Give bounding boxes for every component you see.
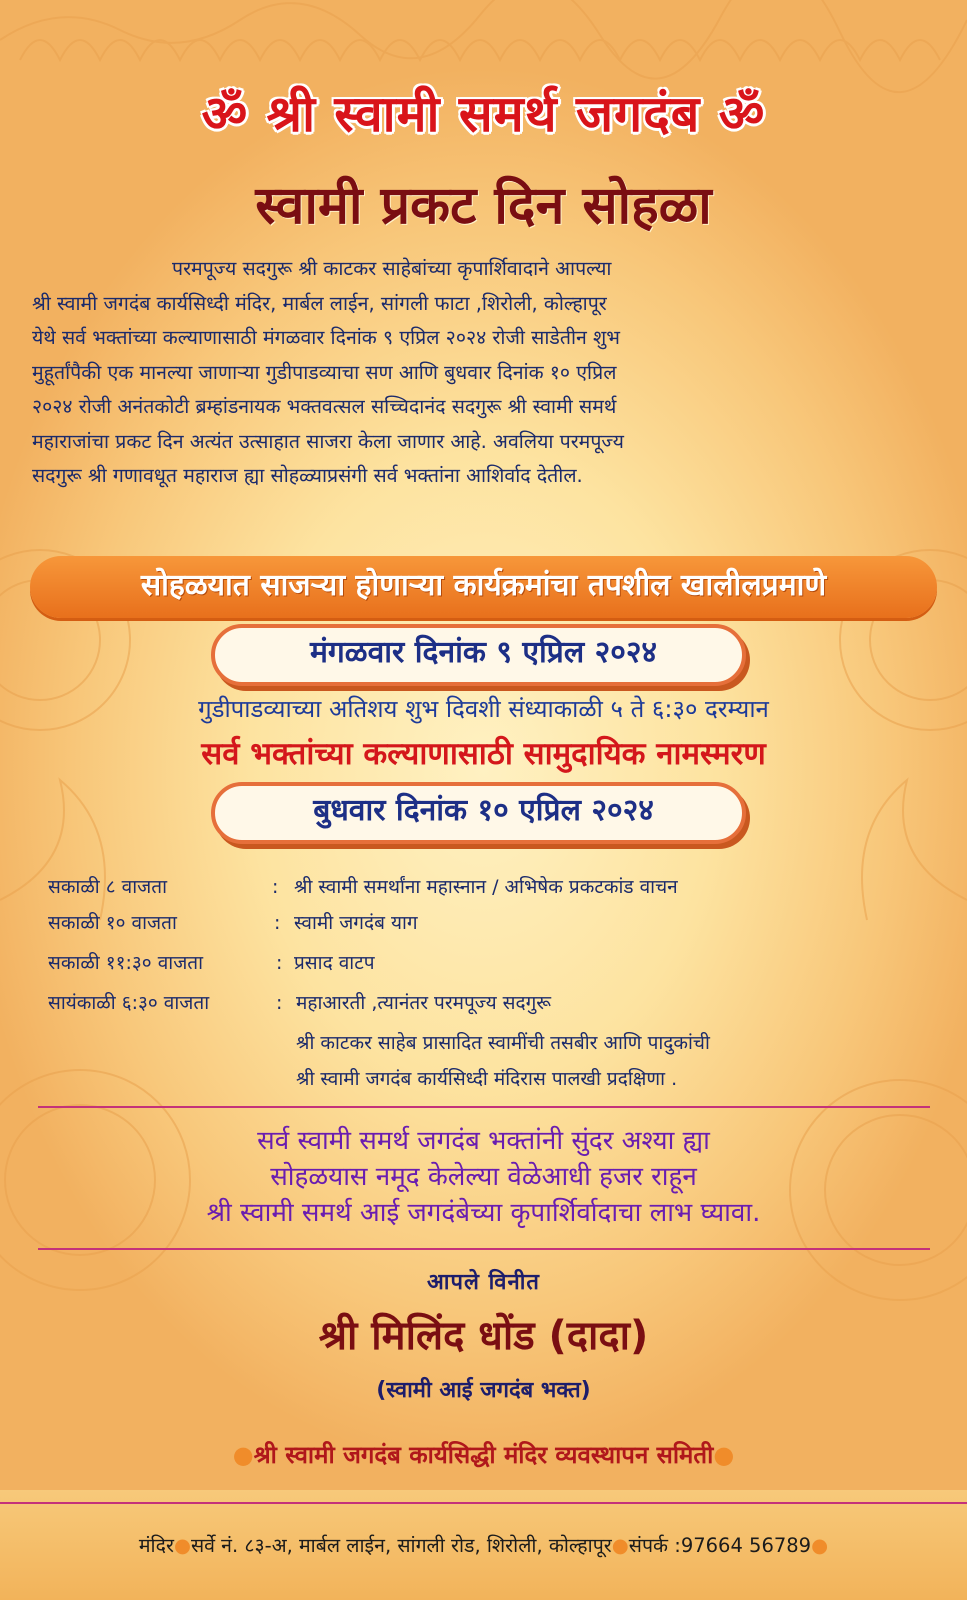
- schedule-colon: :: [272, 876, 279, 898]
- divider: [38, 1248, 930, 1250]
- signature-from: आपले विनीत: [427, 1270, 540, 1295]
- appeal-line: सोहळयास नमूद केलेल्या वेळेआधी हजर राहून: [270, 1162, 697, 1192]
- schedule-time: सकाळी ८ वाजता: [48, 876, 168, 898]
- intro-line: येथे सर्व भक्तांच्या कल्याणासाठी मंगळवार दिनांक ९ एप्रिल २०२४ रोजी साडेतीन शुभ: [32, 326, 620, 349]
- phone-number: 97664 56789: [680, 1534, 812, 1557]
- signature-name: श्री मिलिंद धोंड (दादा): [318, 1313, 649, 1359]
- schedule-colon: :: [276, 952, 283, 974]
- appeal-line: सर्व स्वामी समर्थ जगदंब भक्तांनी सुंदर अश्या ह्या: [257, 1126, 710, 1156]
- intro-line: २०२४ रोजी अनंतकोटी ब्रम्हांडनायक भक्तवत्सल सच्चिदानंद सदगुरू श्री स्वामी समर्थ: [32, 395, 617, 418]
- schedule-desc: महाआरती ,त्यानंतर परमपूज्य सदगुरू: [296, 992, 552, 1014]
- appeal-line: श्री स्वामी समर्थ आई जगदंबेच्या कृपार्शिर्वादाचा लाभ घ्यावा.: [206, 1198, 761, 1228]
- footer-address: [0, 1531, 967, 1558]
- program-banner-text: सोहळयात साजऱ्या होणाऱ्या कार्यक्रमांचा तपशील खालीलप्रमाणे: [140, 568, 827, 603]
- schedule-desc: प्रसाद वाटप: [294, 952, 375, 974]
- intro-line: श्री स्वामी जगदंब कार्यसिध्दी मंदिर, मार्बल लाईन, सांगली फाटा ,शिरोली, कोल्हापूर: [32, 291, 607, 315]
- footer-divider: [0, 1502, 967, 1504]
- bullet-icon: ●: [611, 1534, 629, 1557]
- schedule-desc: स्वामी जगदंब याग: [294, 912, 418, 934]
- intro-line: मुहूर्तांपैकी एक मानल्या जाणाऱ्या गुडीपाडव्याचा सण आणि बुधवार दिनांक १० एप्रिल: [32, 360, 617, 384]
- bullet-icon: ●: [232, 1441, 254, 1469]
- committee-name: [0, 1438, 967, 1471]
- day2-heading: बुधवार दिनांक १० एप्रिल २०२४: [313, 793, 654, 828]
- event-title: स्वामी प्रकट दिन सोहळा: [255, 176, 712, 236]
- committee-text: श्री स्वामी जगदंब कार्यसिद्धी मंदिर व्यवस्थापन समिती: [253, 1441, 714, 1469]
- bullet-icon: ●: [713, 1441, 735, 1469]
- temple-label: मंदिर: [138, 1534, 174, 1557]
- day1-heading: मंगळवार दिनांक ९ एप्रिल २०२४: [309, 635, 658, 670]
- schedule-colon: :: [276, 992, 283, 1014]
- schedule-time: सकाळी १० वाजता: [48, 912, 177, 934]
- intro-paragraph: [32, 252, 936, 494]
- schedule-time: सकाळी ११:३० वाजता: [48, 952, 204, 974]
- schedule-desc: श्री स्वामी जगदंब कार्यसिध्दी मंदिरास पालखी प्रदक्षिणा .: [296, 1068, 678, 1090]
- intro-line: परमपूज्य सदगुरू श्री काटकर साहेबांच्या कृपार्शिवादाने आपल्या: [172, 257, 612, 280]
- day1-detail: गुडीपाडव्याच्या अतिशय शुभ दिवशी संध्याकाळी ५ ते ६:३० दरम्यान: [198, 695, 769, 723]
- intro-line: महाराजांचा प्रकट दिन अत्यंत उत्साहात साजरा केला जाणार आहे. अवलिया परमपूज्य: [32, 429, 624, 453]
- intro-line: सदगुरू श्री गणावधूत महाराज ह्या सोहळ्याप्रसंगी सर्व भक्तांना आशिर्वाद देतील.: [32, 464, 583, 487]
- main-title: ॐ श्री स्वामी समर्थ जगदंब ॐ: [201, 85, 766, 143]
- address-text: सर्वे नं. ८३-अ, मार्बल लाईन, सांगली रोड, शिरोली, कोल्हापूर: [190, 1534, 612, 1557]
- signature-role: (स्वामी आई जगदंब भक्त): [376, 1378, 591, 1403]
- day1-highlight: सर्व भक्तांच्या कल्याणासाठी सामुदायिक नामस्मरण: [201, 736, 766, 772]
- divider: [38, 1106, 930, 1108]
- bullet-icon: ●: [173, 1534, 191, 1557]
- schedule-desc: श्री स्वामी समर्थांना महास्नान / अभिषेक प्रकटकांड वाचन: [294, 876, 678, 898]
- schedule-time: सायंकाळी ६:३० वाजता: [48, 992, 210, 1014]
- contact-label: संपर्क :: [628, 1534, 681, 1557]
- schedule-desc: श्री काटकर साहेब प्रासादित स्वामींची तसबीर आणि पादुकांची: [296, 1032, 710, 1054]
- schedule-colon: :: [274, 912, 281, 934]
- bullet-icon: ●: [811, 1534, 829, 1557]
